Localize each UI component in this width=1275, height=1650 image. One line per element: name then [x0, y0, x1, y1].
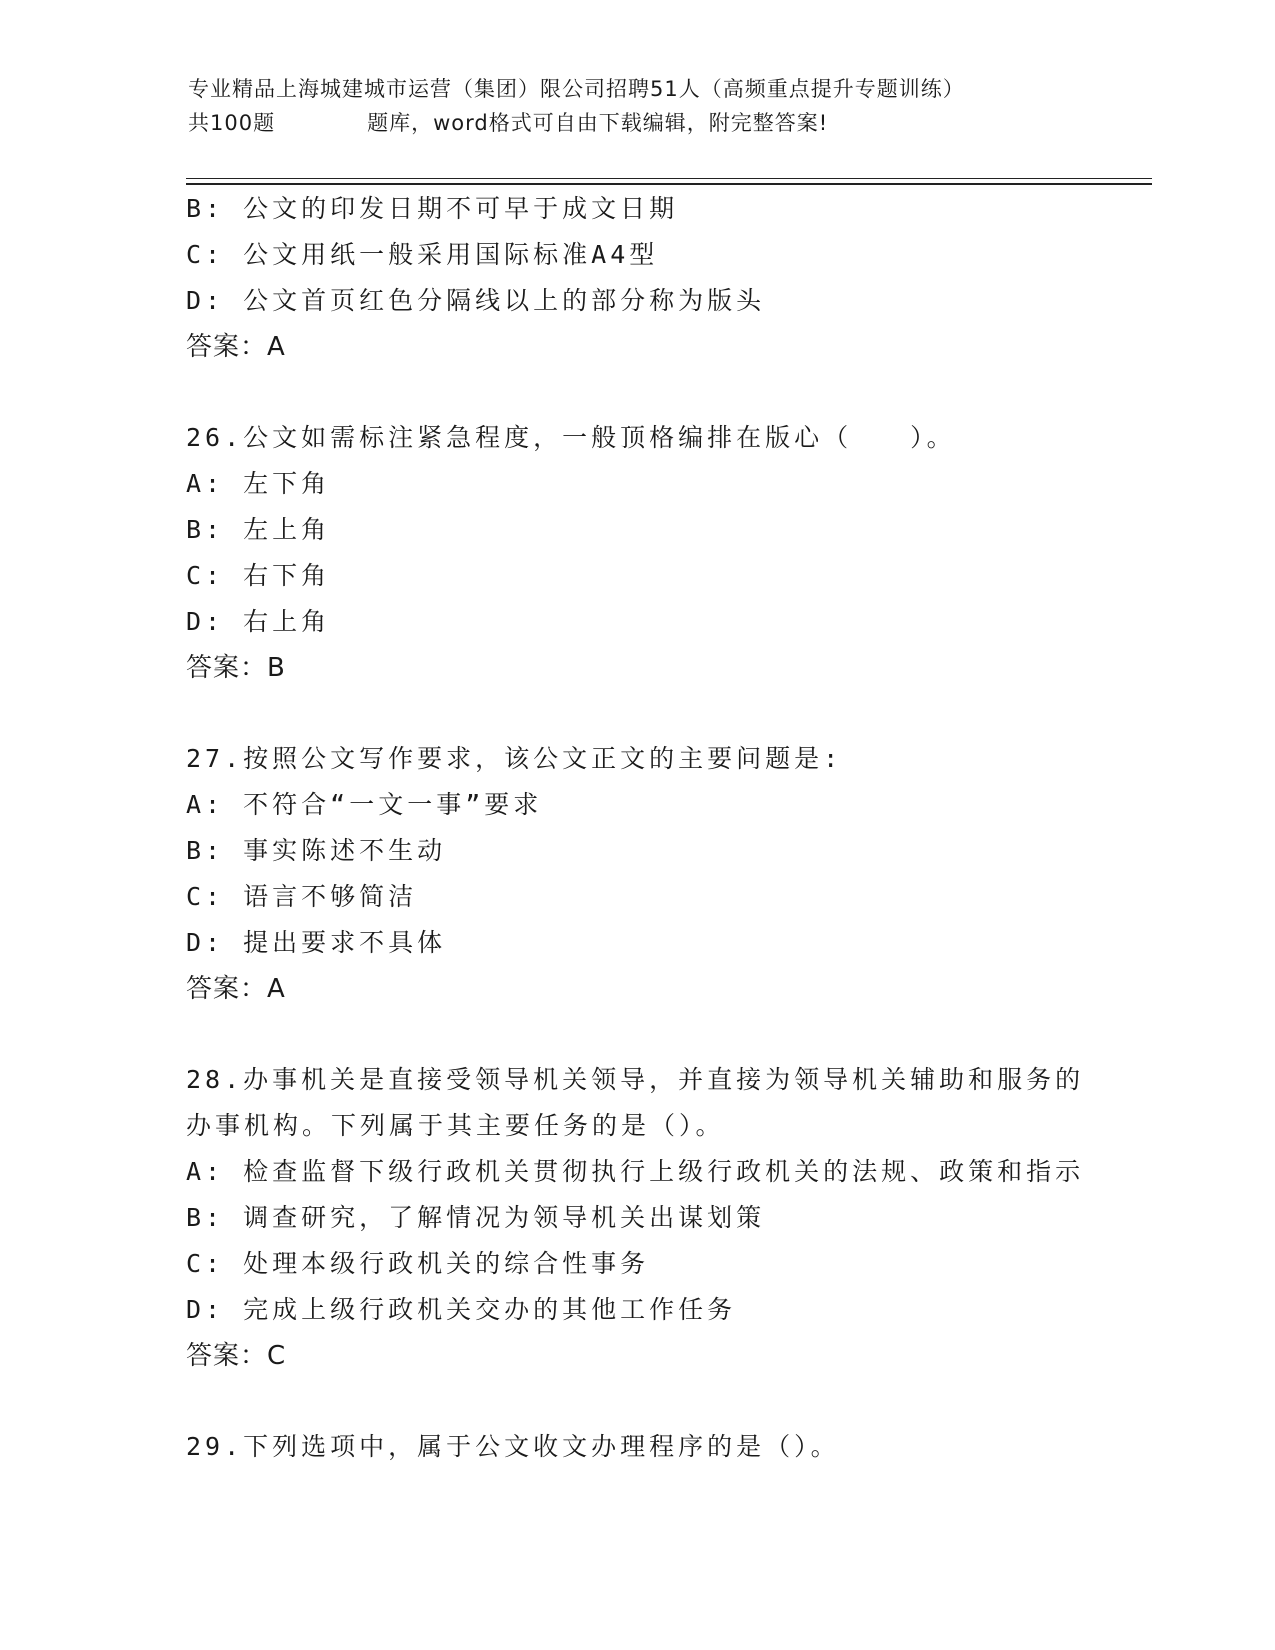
question-29	[186, 1424, 1146, 1470]
answer: 答案：A	[186, 332, 286, 362]
answer: 答案：A	[186, 974, 286, 1004]
header-question-count: 共100题	[188, 111, 276, 135]
header-title-line2	[188, 106, 1088, 140]
header-divider-thin	[186, 178, 1152, 179]
answer: 答案：C	[186, 1341, 287, 1371]
option-c: C: 语言不够简洁	[186, 882, 418, 911]
question-text: 27.按照公文写作要求，该公文正文的主要问题是:	[186, 744, 843, 773]
question-26	[186, 415, 1146, 691]
question-text: 29.下列选项中，属于公文收文办理程序的是（）。	[186, 1432, 840, 1461]
option-c: C: 公文用纸一般采用国际标准A4型	[186, 240, 659, 269]
question-27	[186, 736, 1146, 1012]
question-text-line1: 28.办事机关是直接受领导机关领导，并直接为领导机关辅助和服务的	[186, 1065, 1085, 1094]
option-d: D: 提出要求不具体	[186, 928, 447, 957]
option-b: B: 事实陈述不生动	[186, 836, 447, 865]
option-b: B: 左上角	[186, 515, 331, 544]
option-c: C: 右下角	[186, 561, 331, 590]
header-title-line1: 专业精品上海城建城市运营（集团）限公司招聘51人（高频重点提升专题训练）	[188, 77, 965, 101]
header-description: 题库，word格式可自由下载编辑，附完整答案!	[367, 111, 829, 135]
question-text: 26.公文如需标注紧急程度，一般顶格编排在版心（ ）。	[186, 423, 956, 452]
option-d: D: 右上角	[186, 607, 331, 636]
answer: 答案：B	[186, 653, 286, 683]
question-text-line2: 办事机构。下列属于其主要任务的是（）。	[186, 1111, 725, 1140]
question-28	[186, 1057, 1146, 1379]
header-divider-thick	[186, 183, 1152, 185]
option-d: D: 公文首页红色分隔线以上的部分称为版头	[186, 286, 766, 315]
option-a: A: 不符合“一文一事”要求	[186, 790, 543, 819]
question-list	[186, 186, 1146, 1470]
option-c: C: 处理本级行政机关的综合性事务	[186, 1249, 650, 1278]
option-a: A: 左下角	[186, 469, 331, 498]
option-d: D: 完成上级行政机关交办的其他工作任务	[186, 1295, 737, 1324]
document-header	[188, 72, 1088, 140]
option-b: B: 调查研究，了解情况为领导机关出谋划策	[186, 1203, 766, 1232]
question-25-tail	[186, 186, 1146, 370]
option-a: A: 检查监督下级行政机关贯彻执行上级行政机关的法规、政策和指示	[186, 1157, 1085, 1186]
option-b: B: 公文的印发日期不可早于成文日期	[186, 194, 679, 223]
